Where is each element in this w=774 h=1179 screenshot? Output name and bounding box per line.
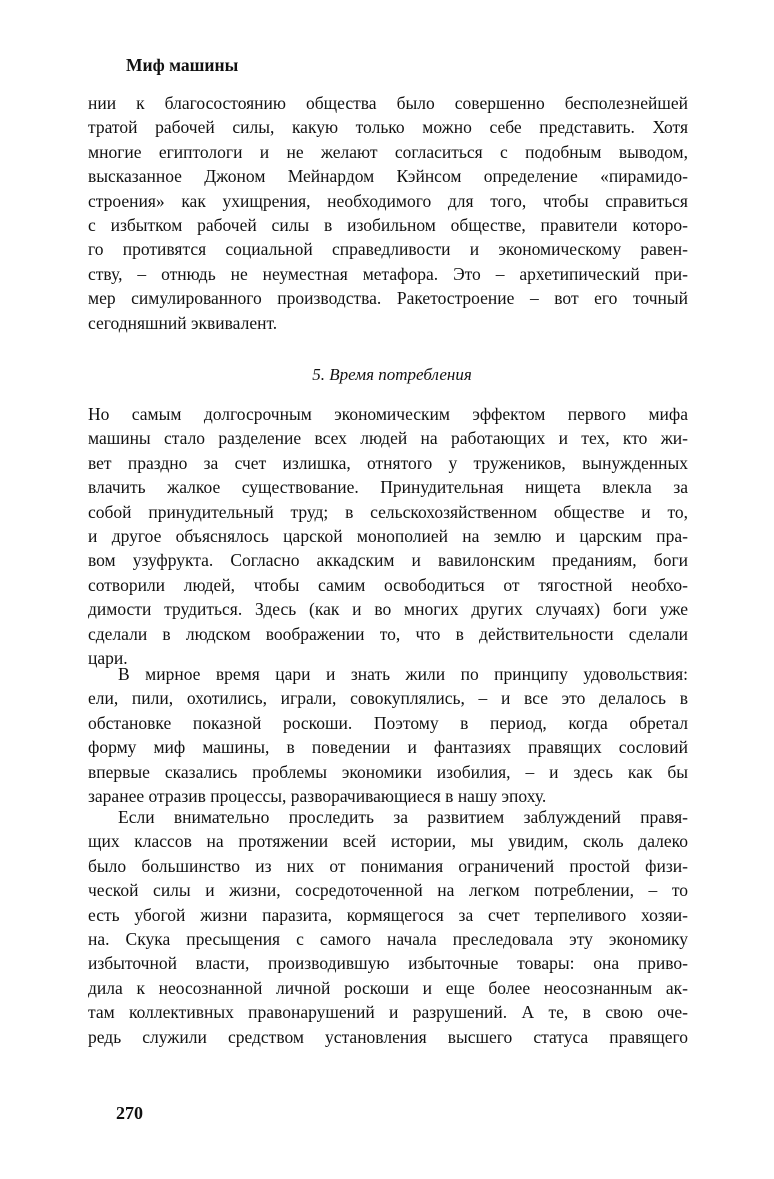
text-line: Но самым долгосрочным экономическим эффектом первого мифа xyxy=(88,404,688,424)
text-line: есть убогой жизни паразита, кормящегося за счет терпеливого хозяи- xyxy=(88,904,688,925)
text-line: вом узуфрукта. Согласно аккадским и вавилонским преданиям, боги xyxy=(88,550,688,571)
text-line: тратой рабочей силы, какую только можно себе представить. Хотя xyxy=(88,117,688,138)
text-line: Если внимательно проследить за развитием заблуждений правя- xyxy=(118,807,688,827)
text-line: заранее отразив процессы, разворачивающиеся в нашу эпоху. xyxy=(88,785,547,806)
text-line: го противятся социальной справедливости и экономическому равен- xyxy=(88,239,688,260)
text-line: вет праздно за счет излишка, отнятого у тружеников, вынужденных xyxy=(88,452,688,473)
text-line: В мирное время цари и знать жили по принципу удовольствия: xyxy=(118,664,688,684)
text-line: мер симулированного производства. Ракетостроение – вот его точный xyxy=(88,288,688,309)
text-line: цари. xyxy=(88,647,128,668)
text-line: ческой силы и жизни, сосредоточенной на легком потреблении, – то xyxy=(88,880,688,901)
text-line: впервые сказались проблемы экономики изобилия, – и здесь как бы xyxy=(88,761,688,782)
section-heading xyxy=(0,363,774,387)
text-line: дила к неосознанной личной роскоши и еще более неосознанным ак- xyxy=(88,977,688,998)
text-line: нии к благосостоянию общества было совершенно бесполезнейшей xyxy=(88,93,688,113)
paragraph xyxy=(88,402,688,670)
text-line: сотворили людей, чтобы самим освободиться от тягостной необхо- xyxy=(88,574,688,595)
text-line: редь служили средством установления высшего статуса правящего xyxy=(88,1026,688,1047)
text-line: там коллективных правонарушений и разрушений. А те, в свою оче- xyxy=(88,1002,688,1023)
text-line: с избытком рабочей силы в изобильном обществе, правители которо- xyxy=(88,214,688,235)
text-line: сделали в людском воображении то, что в действительности сделали xyxy=(88,623,688,644)
text-line: было большинство из них от понимания ограничений простой физи- xyxy=(88,855,688,876)
section-heading-text: 5. Время потребления xyxy=(312,365,472,384)
text-line: сегодняшний эквивалент. xyxy=(88,312,278,333)
text-line: форму миф машины, в поведении и фантазиях правящих сословий xyxy=(88,737,688,758)
running-header: Миф машины xyxy=(126,55,239,75)
text-line: собой принудительный труд; в сельскохозяйственном обществе и то, xyxy=(88,501,688,522)
text-line: влачить жалкое существование. Принудительная нищета влекла за xyxy=(88,477,688,498)
text-line: многие египтологи и не желают согласиться с подобным выводом, xyxy=(88,141,688,162)
text-line: и другое объяснялось царской монополией на землю и царским пра- xyxy=(88,525,688,546)
text-line: на. Скука пресыщения с самого начала преследовала эту экономику xyxy=(88,928,688,949)
paragraph xyxy=(88,805,688,1049)
paragraph-continuation xyxy=(88,91,688,335)
paragraph xyxy=(88,662,688,808)
page-number: 270 xyxy=(116,1103,143,1123)
text-line: щих классов на протяжении всей истории, мы увидим, сколь далеко xyxy=(88,831,688,852)
text-line: машины стало разделение всех людей на работающих и тех, кто жи- xyxy=(88,428,688,449)
text-line: обстановке показной роскоши. Поэтому в период, когда обретал xyxy=(88,712,688,733)
text-line: димости трудиться. Здесь (как и во многих других случаях) боги уже xyxy=(88,599,688,620)
text-line: ели, пили, охотились, играли, совокуплялись, – и все это делалось в xyxy=(88,688,688,709)
text-line: ству, – отнюдь не неуместная метафора. Это – архетипический при- xyxy=(88,263,688,284)
text-line: высказанное Джоном Мейнардом Кэйнсом определение «пирамидо- xyxy=(88,166,688,187)
text-line: избыточной власти, производившую избыточные товары: она приво- xyxy=(88,953,688,974)
text-line: строения» как ухищрения, необходимого для того, чтобы справиться xyxy=(88,190,688,211)
